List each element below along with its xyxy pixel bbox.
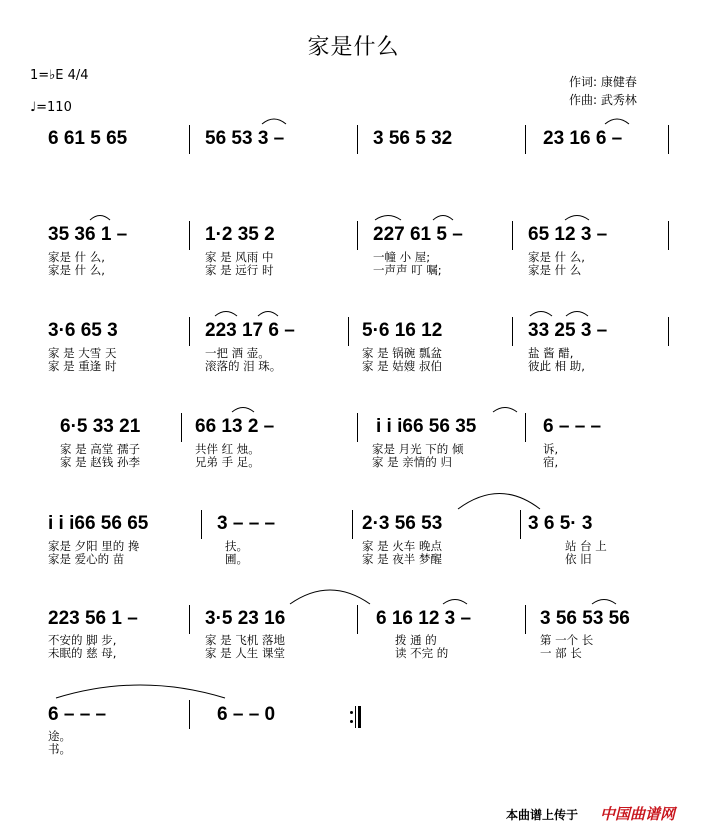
lyric-verse-1: 拨 通 的 — [395, 633, 437, 647]
slur — [56, 685, 225, 698]
measure-notes: 6 – – – — [48, 704, 107, 725]
composer-credit: 作曲: 武秀林 — [569, 93, 637, 107]
lyric-verse-1: 不安的 脚 步, — [48, 633, 117, 647]
measure-notes: 6 – – 0 — [217, 704, 276, 725]
lyric-verse-1: 家是 什 么, — [48, 250, 105, 264]
lyric-verse-1: 家 是 高堂 孺子 — [60, 442, 140, 456]
lyric-verse-2: 依 旧 — [565, 552, 592, 566]
song-title: 家是什么 — [307, 35, 400, 60]
slur — [592, 600, 616, 605]
slur — [90, 216, 110, 221]
slur — [290, 590, 370, 604]
measure-notes: i i i66 56 35 — [376, 416, 477, 437]
lyric-verse-2: 家 是 夜半 梦醒 — [362, 552, 442, 566]
slur — [443, 600, 467, 605]
measure-notes: 1·2 35 2 — [205, 224, 275, 245]
lyric-verse-1: 站 台 上 — [565, 539, 607, 553]
lyric-verse-2: 读 不完 的 — [395, 646, 449, 660]
measure-notes: 6·5 33 21 — [60, 416, 141, 437]
measure-notes: 66 13 2 – — [195, 416, 275, 437]
measure-notes: 2·3 56 53 — [362, 513, 443, 534]
lyric-verse-2: 家 是 远行 时 — [205, 263, 274, 277]
slur — [565, 216, 589, 221]
measure-notes: 23 16 6 – — [543, 128, 623, 149]
slur — [433, 216, 453, 221]
lyric-verse-1: 扶。 — [225, 539, 248, 553]
lyric-verse-1: 家是 什 么, — [528, 250, 585, 264]
measure-notes: 3 56 5 32 — [373, 128, 453, 149]
slur — [232, 408, 254, 413]
measure-notes: 3·6 65 3 — [48, 320, 118, 341]
lyric-verse-1: 家是 月光 下的 倾 — [372, 442, 464, 456]
lyric-verse-2: 家是 爱心的 苗 — [48, 552, 125, 566]
slur — [215, 312, 237, 317]
lyric-verse-1: 一幢 小 屋; — [373, 250, 431, 264]
lyric-verse-1: 家是 夕阳 里的 搀 — [48, 539, 140, 553]
measure-notes: 3 56 53 56 — [540, 608, 630, 629]
slur — [458, 494, 540, 510]
lyric-verse-2: 兄弟 手 足。 — [195, 455, 260, 469]
measure-notes: 65 12 3 – — [528, 224, 608, 245]
lyric-verse-2: 彼此 相 助, — [528, 359, 585, 373]
lyricist-credit: 作词: 康健春 — [569, 75, 637, 89]
lyric-verse-1: 一把 酒 壶。 — [205, 346, 270, 360]
slur — [530, 312, 552, 317]
lyric-verse-2: 家是 什 么, — [48, 263, 105, 277]
lyric-verse-1: 家 是 风雨 中 — [205, 250, 274, 264]
lyric-verse-1: 盐 酱 醋, — [528, 346, 574, 360]
lyric-verse-2: 圃。 — [225, 552, 248, 566]
lyric-verse-1: 家 是 火车 晚点 — [362, 539, 442, 553]
site-logo: 中国曲谱网 — [600, 805, 676, 823]
slur — [262, 119, 286, 124]
tempo-marking: ♩=110 — [30, 100, 72, 115]
measure-notes: 223 17 6 – — [205, 320, 295, 341]
slur — [493, 408, 517, 413]
measure-notes: 35 36 1 – — [48, 224, 128, 245]
lyric-verse-2: 家 是 重逢 时 — [48, 359, 117, 373]
measure-notes: 3 6 5· 3 — [528, 513, 593, 534]
measure-notes: 223 56 1 – — [48, 608, 138, 629]
lyric-verse-2: 家 是 姑嫂 叔伯 — [362, 359, 442, 373]
measure-notes: 3·5 23 16 — [205, 608, 286, 629]
lyric-verse-1: 家 是 大雪 天 — [48, 346, 117, 360]
lyric-verse-2: 书。 — [48, 742, 71, 756]
measure-notes: 6 61 5 65 — [48, 128, 128, 149]
measure-notes: 6 16 12 3 – — [376, 608, 472, 629]
measure-notes: 227 61 5 – — [373, 224, 463, 245]
lyric-verse-2: 家 是 亲情的 归 — [372, 455, 452, 469]
lyric-verse-1: 家 是 锅碗 瓢盆 — [362, 346, 442, 360]
slur — [605, 119, 629, 124]
lyric-verse-1: 第 一个 长 — [540, 633, 594, 647]
measure-notes: 6 – – – — [543, 416, 602, 437]
lyric-verse-1: 诉, — [543, 442, 559, 456]
lyric-verse-1: 家 是 飞机 落地 — [205, 633, 285, 647]
measure-notes: 56 53 3 – — [205, 128, 285, 149]
key-signature: 1=♭E 4/4 — [30, 68, 89, 83]
slur — [566, 312, 588, 317]
lyric-verse-2: 一 部 长 — [540, 646, 582, 660]
slur — [375, 216, 401, 221]
lyric-verse-2: 一声声 叮 嘱; — [373, 263, 442, 277]
lyric-verse-2: 家 是 赵钱 孙李 — [60, 455, 140, 469]
lyric-verse-2: 未眠的 慈 母, — [48, 646, 117, 660]
lyric-verse-1: 共伴 红 烛。 — [195, 442, 260, 456]
lyric-verse-2: 家 是 人生 课堂 — [205, 646, 285, 660]
slur — [258, 312, 278, 317]
measure-notes: 33 25 3 – — [528, 320, 608, 341]
lyric-verse-2: 宿, — [543, 455, 559, 469]
measure-notes: i i i66 56 65 — [48, 513, 149, 534]
lyric-verse-1: 途。 — [48, 729, 71, 743]
measure-notes: 5·6 16 12 — [362, 320, 443, 341]
lyric-verse-2: 家是 什 么 — [528, 263, 582, 277]
measure-notes: 3 – – – — [217, 513, 276, 534]
lyric-verse-2: 滚落的 泪 珠。 — [205, 359, 282, 373]
upload-notice: 本曲谱上传于 — [506, 808, 579, 822]
